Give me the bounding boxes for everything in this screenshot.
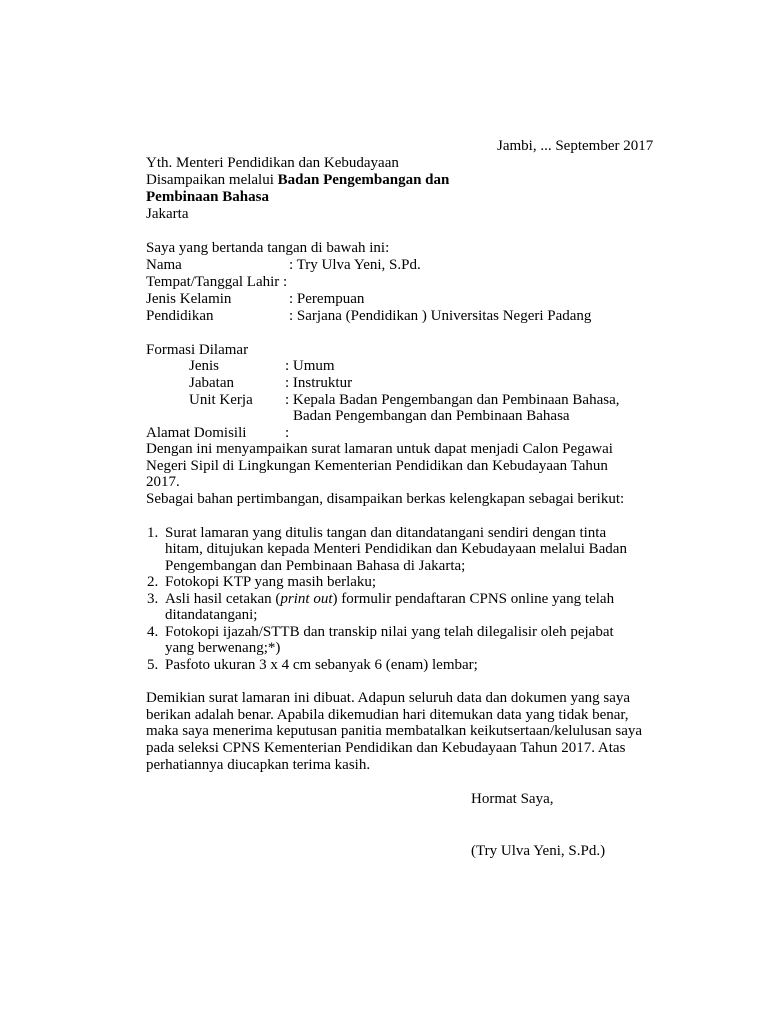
formasi-value: : Instruktur	[285, 375, 353, 391]
alamat-label: Alamat Domisili	[146, 425, 247, 441]
list-number: 3.	[147, 591, 159, 607]
list-number: 5.	[147, 657, 159, 673]
via-prefix: Disampaikan melalui	[146, 172, 278, 188]
list-item-cont: yang berwenang;*)	[165, 640, 281, 656]
formasi-label: Jenis	[189, 358, 219, 374]
body-line: 2017.	[146, 474, 180, 490]
intro-text: Saya yang bertanda tangan di bawah ini:	[146, 240, 390, 256]
identity-label: Jenis Kelamin	[146, 291, 232, 307]
closing-line: berikan adalah benar. Apabila dikemudian hari ditemukan data yang tidak benar,	[146, 707, 629, 723]
item3-post: ) formulir pendaftaran CPNS online yang telah	[332, 591, 615, 607]
via-agency-cont: Pembinaan Bahasa	[146, 189, 269, 205]
body-line: Sebagai bahan pertimbangan, disampaikan berkas kelengkapan sebagai berikut:	[146, 491, 625, 507]
list-item-cont: hitam, ditujukan kepada Menteri Pendidikan dan Kebudayaan melalui Badan	[165, 541, 627, 557]
list-item	[165, 591, 614, 608]
list-item: Pasfoto ukuran 3 x 4 cm sebanyak 6 (enam) lembar;	[165, 657, 478, 673]
formasi-value: : Kepala Badan Pengembangan dan Pembinaan Bahasa,	[285, 392, 620, 408]
identity-value: : Try Ulva Yeni, S.Pd.	[289, 257, 421, 273]
identity-label: Nama	[146, 257, 182, 273]
list-item: Fotokopi KTP yang masih berlaku;	[165, 574, 377, 590]
signature-name: (Try Ulva Yeni, S.Pd.)	[471, 843, 606, 859]
identity-label: Tempat/Tanggal Lahir :	[146, 274, 288, 290]
list-item-cont: Pengembangan dan Pembinaan Bahasa di Jakarta;	[165, 558, 466, 574]
identity-value: : Sarjana (Pendidikan ) Universitas Negeri Padang	[289, 308, 592, 324]
closing-line: maka saya menerima keputusan panitia membatalkan keikutsertaan/kelulusan saya	[146, 723, 643, 739]
list-item-cont: ditandatangani;	[165, 607, 258, 623]
recipient-via	[146, 172, 449, 189]
item3-pre: Asli hasil cetakan (	[165, 591, 281, 607]
unit-kerja-cont: Badan Pengembangan dan Pembinaan Bahasa	[293, 408, 570, 424]
signoff: Hormat Saya,	[471, 791, 554, 807]
body-line: Dengan ini menyampaikan surat lamaran untuk dapat menjadi Calon Pegawai	[146, 441, 613, 457]
formasi-label: Unit Kerja	[189, 392, 253, 408]
body-line: Negeri Sipil di Lingkungan Kementerian Pendidikan dan Kebudayaan Tahun	[146, 458, 608, 474]
alamat-value: :	[285, 425, 290, 441]
formasi-value: : Umum	[285, 358, 335, 374]
item3-italic: print out	[280, 591, 333, 607]
list-item: Fotokopi ijazah/STTB dan transkip nilai yang telah dilegalisir oleh pejabat	[165, 624, 614, 640]
formasi-heading: Formasi Dilamar	[146, 342, 249, 358]
list-number: 1.	[147, 525, 159, 541]
recipient-line: Yth. Menteri Pendidikan dan Kebudayaan	[146, 155, 399, 171]
identity-label: Pendidikan	[146, 308, 214, 324]
list-number: 4.	[147, 624, 159, 640]
via-agency: Badan Pengembangan dan	[277, 172, 450, 188]
place-date: Jambi, ... September 2017	[497, 138, 654, 154]
list-number: 2.	[147, 574, 159, 590]
recipient-city: Jakarta	[146, 206, 189, 222]
closing-line: Demikian surat lamaran ini dibuat. Adapun seluruh data dan dokumen yang saya	[146, 690, 631, 706]
identity-value: : Perempuan	[289, 291, 365, 307]
closing-line: pada seleksi CPNS Kementerian Pendidikan dan Kebudayaan Tahun 2017. Atas	[146, 740, 626, 756]
closing-line: perhatiannya diucapkan terima kasih.	[146, 757, 371, 773]
list-item: Surat lamaran yang ditulis tangan dan ditandatangani sendiri dengan tinta	[165, 525, 607, 541]
formasi-label: Jabatan	[189, 375, 234, 391]
